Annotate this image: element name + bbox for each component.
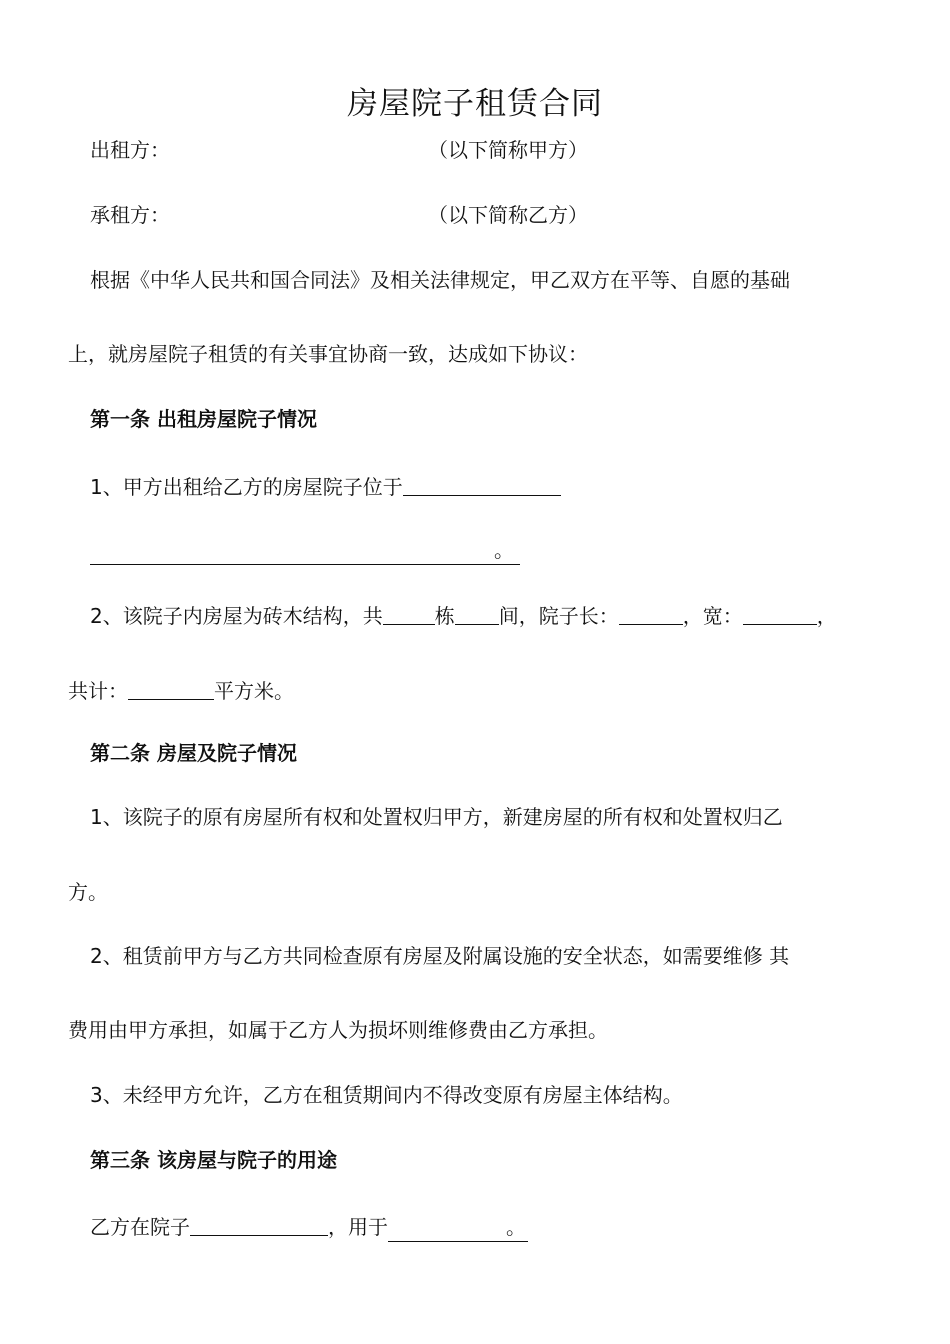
article1-item1 bbox=[90, 471, 561, 501]
room-count-blank bbox=[455, 602, 499, 625]
length-blank bbox=[619, 602, 683, 625]
article2-item3: 3、未经甲方允许，乙方在租赁期间内不得改变原有房屋主体结构。 bbox=[90, 1083, 683, 1107]
article2-item2-line1: 2、租赁前甲方与乙方共同检查原有房屋及附属设施的安全状态，如需要维修 其 bbox=[90, 944, 790, 968]
usage-blank bbox=[388, 1213, 528, 1242]
article2-heading: 第二条 房屋及院子情况 bbox=[90, 741, 297, 765]
item2-a: 2、该院子内房屋为砖木结构，共 bbox=[90, 604, 383, 628]
item2-b: 栋 bbox=[434, 604, 455, 628]
intro-line-2: 上，就房屋院子租赁的有关事宜协商一致，达成如下协议： bbox=[68, 342, 588, 366]
article2-item1-line1: 1、该院子的原有房屋所有权和处置权归甲方，新建房屋的所有权和处置权归乙 bbox=[90, 805, 783, 829]
article2-item2-line2: 费用由甲方承担，如属于乙方人为损坏则维修费由乙方承担。 bbox=[68, 1018, 608, 1042]
article1-item1-text: 1、甲方出租给乙方的房屋院子位于 bbox=[90, 475, 403, 499]
location-end: 。 bbox=[494, 538, 514, 562]
article3-heading: 第三条 该房屋与院子的用途 bbox=[90, 1148, 337, 1172]
article1-heading: 第一条 出租房屋院子情况 bbox=[90, 407, 317, 431]
article1-item1-cont bbox=[90, 536, 520, 565]
item2-d: ，宽： bbox=[682, 604, 743, 628]
article1-item2-cont bbox=[68, 675, 294, 705]
building-count-blank bbox=[383, 602, 435, 625]
article2-item1-line2: 方。 bbox=[68, 880, 108, 904]
lessor-note: （以下简称甲方） bbox=[428, 138, 588, 162]
lessor-line bbox=[90, 136, 170, 164]
lessee-label: 承租方： bbox=[90, 203, 170, 227]
yard-blank bbox=[190, 1213, 328, 1236]
item2-g: 平方米。 bbox=[214, 679, 294, 703]
area-blank bbox=[128, 677, 214, 700]
article1-item2 bbox=[90, 600, 837, 630]
width-blank bbox=[743, 602, 817, 625]
lessee-note: （以下简称乙方） bbox=[428, 203, 588, 227]
location-blank bbox=[403, 473, 561, 496]
item2-e: ， bbox=[816, 604, 837, 628]
article3-text-a: 乙方在院子 bbox=[90, 1215, 190, 1239]
document-title: 房屋院子租赁合同 bbox=[347, 86, 603, 122]
location-blank-2 bbox=[90, 536, 520, 565]
article3-end: 。 bbox=[506, 1215, 526, 1239]
intro-line-1: 根据《中华人民共和国合同法》及相关法律规定，甲乙双方在平等、自愿的基础 bbox=[90, 268, 790, 292]
lessee-line bbox=[90, 201, 170, 229]
lessor-label: 出租方： bbox=[90, 138, 170, 162]
item2-f: 共计： bbox=[68, 679, 128, 703]
article3-text bbox=[90, 1211, 528, 1242]
article3-text-b: ，用于 bbox=[328, 1215, 388, 1239]
item2-c: 间，院子长： bbox=[498, 604, 619, 628]
